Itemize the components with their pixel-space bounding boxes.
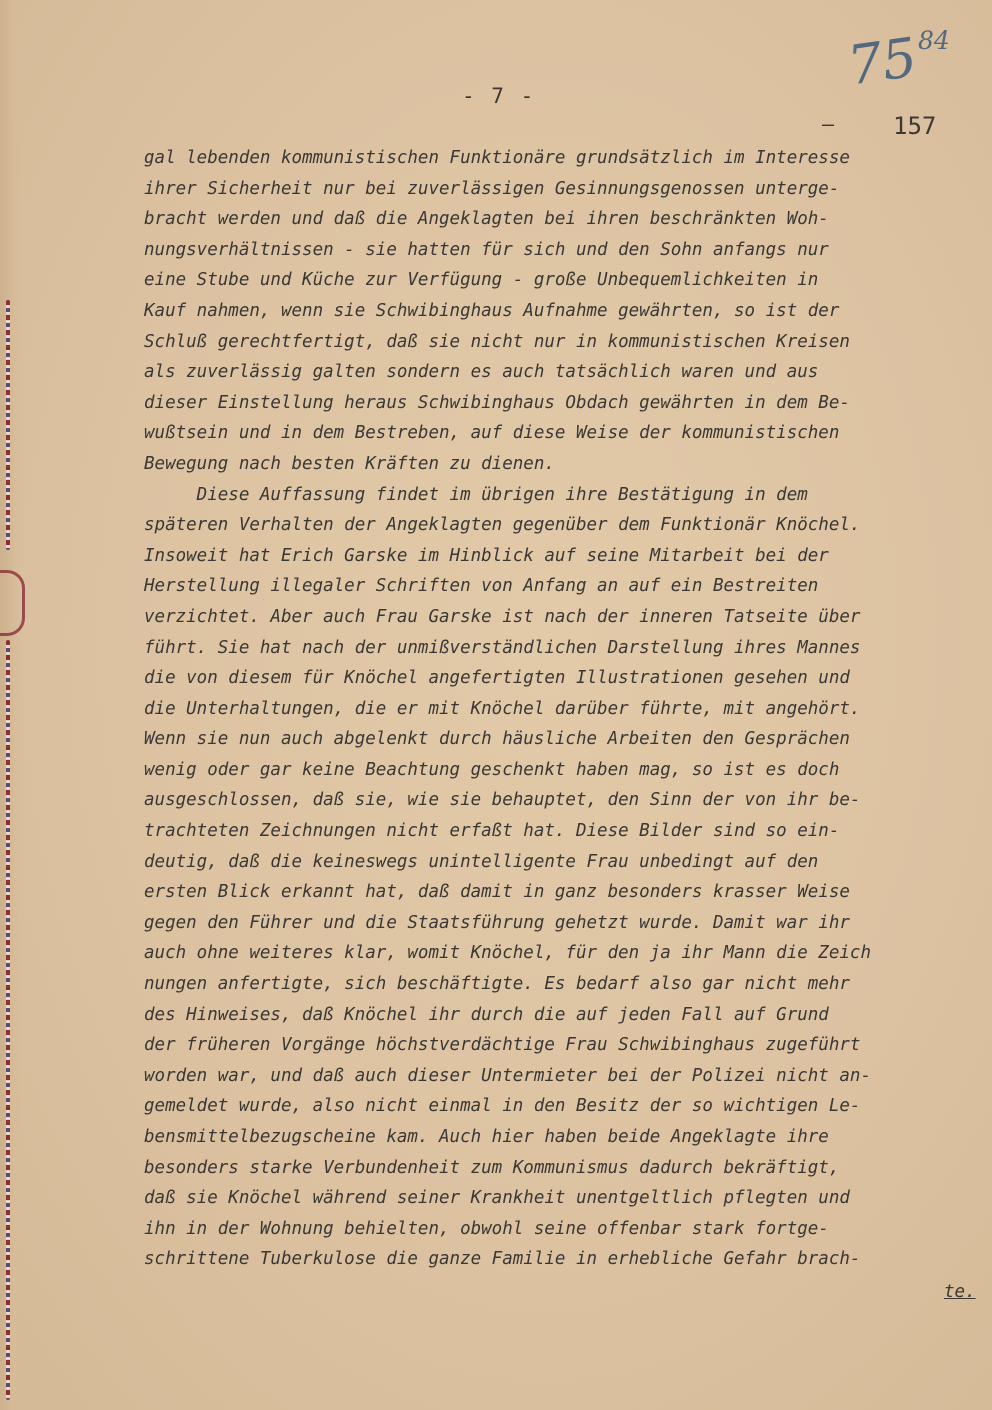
text-line: als zuverlässig galten sondern es auch tatsächlich waren und aus	[144, 362, 819, 383]
binding-thread-upper	[6, 300, 10, 550]
text-line: dieser Einstellung heraus Schwibinghaus Obdach gewährten in dem Be-	[144, 392, 850, 413]
binding-thread-lower	[6, 640, 10, 1400]
body-text	[144, 143, 974, 1275]
text-line: wenig oder gar keine Beachtung geschenkt haben mag, so ist es doch	[144, 759, 840, 780]
text-line: die von diesem für Knöchel angefertigten Illustrationen gesehen und	[144, 668, 850, 689]
folio-number: 157	[893, 112, 937, 140]
text-line: Diese Auffassung findet im übrigen ihre Bestätigung in dem	[144, 484, 808, 505]
text-line: bracht werden und daß die Angeklagten bei ihren beschränkten Woh-	[144, 209, 829, 230]
text-line: des Hinweises, daß Knöchel ihr durch die auf jeden Fall auf Grund	[144, 1004, 829, 1025]
text-line: wußtsein und in dem Bestreben, auf diese Weise der kommunistischen	[144, 423, 840, 444]
text-line: ihrer Sicherheit nur bei zuverlässigen Gesinnungsgenossen unterge-	[144, 178, 840, 199]
text-line: Bewegung nach besten Kräften zu dienen.	[144, 453, 555, 474]
text-line: Wenn sie nun auch abgelenkt durch häusliche Arbeiten den Gesprächen	[144, 729, 850, 750]
binding-margin	[0, 0, 22, 1410]
text-line: ihn in der Wohnung behielten, obwohl seine offenbar stark fortge-	[144, 1218, 829, 1239]
text-line: nungsverhältnissen - sie hatten für sich und den Sohn anfangs nur	[144, 239, 829, 260]
text-line: eine Stube und Küche zur Verfügung - große Unbequemlichkeiten in	[144, 270, 819, 291]
archive-mark: 75	[843, 25, 921, 98]
text-line: ersten Blick erkannt hat, daß damit in ganz besonders krasser Weise	[144, 882, 850, 903]
text-line: trachteten Zeichnungen nicht erfaßt hat. Diese Bilder sind so ein-	[144, 821, 840, 842]
text-line: der früheren Vorgänge höchstverdächtige Frau Schwibinghaus zugeführt	[144, 1035, 861, 1056]
text-line: späteren Verhalten der Angeklagten gegenüber dem Funktionär Knöchel.	[144, 515, 861, 536]
text-line: führt. Sie hat nach der unmißverständlichen Darstellung ihres Mannes	[144, 637, 861, 658]
archive-mark-small: 84	[918, 26, 950, 55]
binding-thread-loop	[0, 570, 25, 636]
page-number: - 7 -	[462, 84, 536, 108]
text-line: nungen anfertigte, sich beschäftigte. Es bedarf also gar nicht mehr	[144, 974, 850, 995]
text-line: besonders starke Verbundenheit zum Kommunismus dadurch bekräftigt,	[144, 1157, 840, 1178]
text-line: ausgeschlossen, daß sie, wie sie behauptet, den Sinn der von ihr be-	[144, 790, 861, 811]
text-line: daß sie Knöchel während seiner Krankheit unentgeltlich pflegten und	[144, 1188, 850, 1209]
text-line: gemeldet wurde, also nicht einmal in den Besitz der so wichtigen Le-	[144, 1096, 861, 1117]
text-line: worden war, und daß auch dieser Untermieter bei der Polizei nicht an-	[144, 1065, 871, 1086]
text-line: die Unterhaltungen, die er mit Knöchel darüber führte, mit angehört.	[144, 698, 861, 719]
text-line: Herstellung illegaler Schriften von Anfang an auf ein Bestreiten	[144, 576, 819, 597]
text-line: Schluß gerechtfertigt, daß sie nicht nur in kommunistischen Kreisen	[144, 331, 850, 352]
text-line: gegen den Führer und die Staatsführung gehetzt wurde. Damit war ihr	[144, 912, 850, 933]
text-line: auch ohne weiteres klar, womit Knöchel, für den ja ihr Mann die Zeich	[144, 943, 871, 964]
text-line: bensmittelbezugscheine kam. Auch hier haben beide Angeklagte ihre	[144, 1127, 829, 1147]
folio-dash: —	[822, 112, 835, 136]
text-line: gal lebenden kommunistischen Funktionäre grundsätzlich im Interesse	[144, 148, 850, 168]
text-line: deutig, daß die keineswegs unintelligente Frau unbedingt auf den	[144, 851, 819, 872]
text-line: schrittene Tuberkulose die ganze Familie in erhebliche Gefahr brach-	[144, 1249, 861, 1270]
continuation-syllable: te.	[944, 1282, 976, 1302]
text-line: Kauf nahmen, wenn sie Schwibinghaus Aufnahme gewährten, so ist der	[144, 300, 840, 321]
text-line: verzichtet. Aber auch Frau Garske ist nach der inneren Tatseite über	[144, 606, 861, 627]
text-line: Insoweit hat Erich Garske im Hinblick auf seine Mitarbeit bei der	[144, 545, 829, 566]
